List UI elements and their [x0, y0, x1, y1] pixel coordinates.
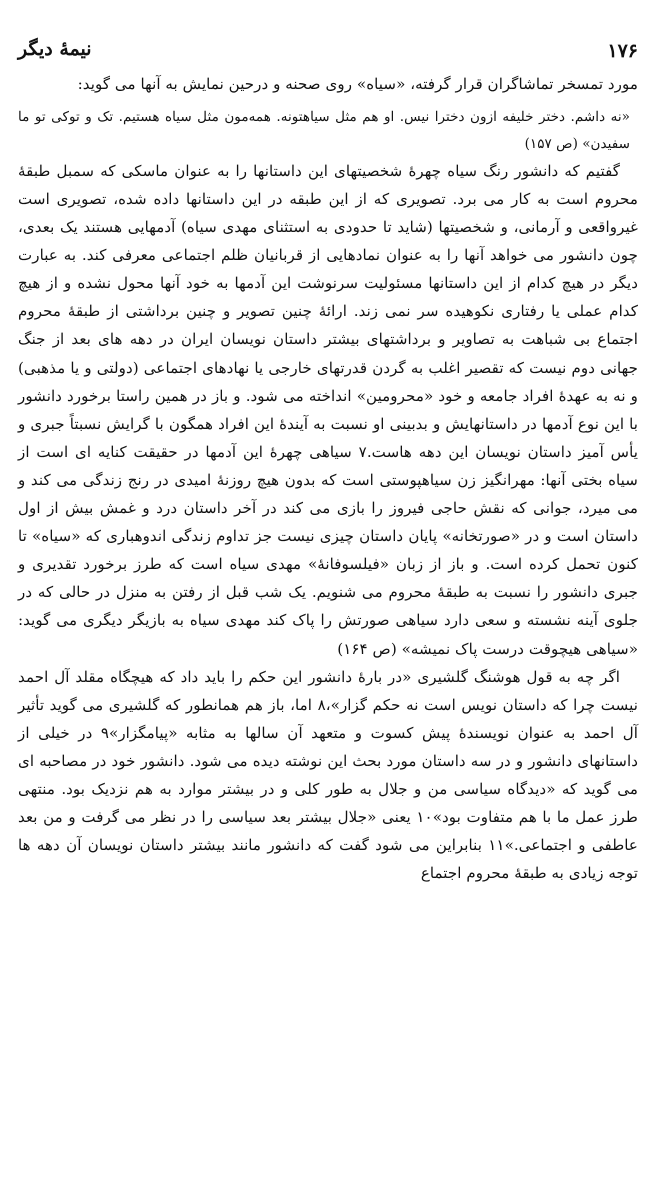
book-title: نیمهٔ دیگر — [18, 38, 92, 60]
paragraph-analysis: گفتیم که دانشور رنگ سیاه چهرهٔ شخصیتهای این داستانها را به عنوان ماسکی که سمبل طبقهٔ محروم است به کار می برد. تصویری که از این طبقه در این داستانها داده شده، تصویری است غیرواقعی و آرمانی، و شخصیتها (شاید تا حدودی به استثنای مهدی سیاه) آدمهایی هستند یک بعدی، چون دانشور می خواهد آنها را به عنوان نمادهایی از قربانیان ظلم اجتماعی معرفی کند. به عبارت دیگر در هیچ کدام از این داستانها مسئولیت سرنوشت این آدمها به خود آنها محول نشده و از هیچ کدام عملی یا رفتاری نکوهیده سر نمی زند. ارائهٔ چنین تصویر و چنین برداشتی از طبقهٔ محروم اجتماع بی شباهت به تصاویر و برداشتهای بیشتر داستان نویسان ایران در دهه های بعد از جنگ جهانی دوم نیست که تقصیر اغلب به گردن قدرتهای خارجی یا نهادهای اجتماعی (دولتی و یا مذهبی) و نه به عهدهٔ افراد جامعه و خود «محرومین» انداخته می شود. و باز در همین راستا برخورد دانشور با این نوع آدمها در داستانهایش و بدبینی او نسبت به آیندهٔ این افراد همگون با گرایش نسبتاً جبری و یأس آمیز داستان نویسان این دهه هاست.۷ سیاهی چهرهٔ این آدمها در حقیقت کنایه ای است از سیاه بختی آنها: مهرانگیز زن سیاهپوستی است که بدون هیچ روزنهٔ امیدی در رنج زندگی می کند و می میرد، جوانی که نقش حاجی فیروز را بازی می کند در آخر داستان درد و غمش بیش از اول داستان است و در «صورتخانه» پایان داستان چیزی نیست جز تداوم زندگی اندوهباری که «سیاه» تا کنون تحمل کرده است. و باز از زبان «فیلسوفانهٔ» مهدی سیاه است که طرز برخورد تقدیری و جبری دانشور را نسبت به طبقهٔ محروم می شنویم. یک شب قبل از رفتن به منزل در حالی که در جلوی آینه نشسته و سعی دارد سیاهی صورتش را پاک کند مهدی سیاه به بازیگر دیگری می گوید: «سیاهی هیچوقت درست پاک نمیشه» (ص ۱۶۴) — [18, 161, 638, 658]
page-number: ۱۷۶ — [607, 40, 638, 62]
book-page — [18, 0, 638, 1200]
paragraph-golshiri: اگر چه به قول هوشنگ گلشیری «در بارهٔ دانشور این حکم را باید داد که هیچگاه مقلد آل احمد نیست چرا که داستان نویس است نه حکم گزار»،۸ اما، باز هم همانطور که گلشیری می گوید تأثیر آل احمد به عنوان نویسندهٔ پیش کسوت و متعهد آن سالها به مثابه «پیامگزار»۹ در خیلی از داستانهای دانشور و در سه داستان مورد بحث این نوشته دیده می شود. دانشور خود در مصاحبه ای می گوید که «دیدگاه سیاسی من و جلال به طور کلی و در بیشتر موارد به هم نزدیک بود. منتهی طرز عمل ما با هم متفاوت بود»۱۰ یعنی «جلال بیشتر بعد سیاسی را در نظر می گرفت و من بعد عاطفی و اجتماعی.»۱۱ بنابراین می شود گفت که دانشور مانند بیشتر داستان نویسان آن دهه ها توجه زیادی به طبقهٔ محروم اجتماع — [18, 667, 638, 883]
page-header — [18, 34, 638, 68]
body-text — [18, 70, 638, 887]
dialogue-quote: «نه داشم. دختر خلیفه ازون دخترا نیس. او هم مثل سیاهتونه. همه‌مون مثل سیاه هستیم. تک و توکی تو ما سفیدن» (ص ۱۵۷) — [18, 109, 630, 152]
paragraph-continuation: مورد تمسخر تماشاگران قرار گرفته، «سیاه» روی صحنه و درحین نمایش به آنها می گوید: — [77, 75, 638, 93]
